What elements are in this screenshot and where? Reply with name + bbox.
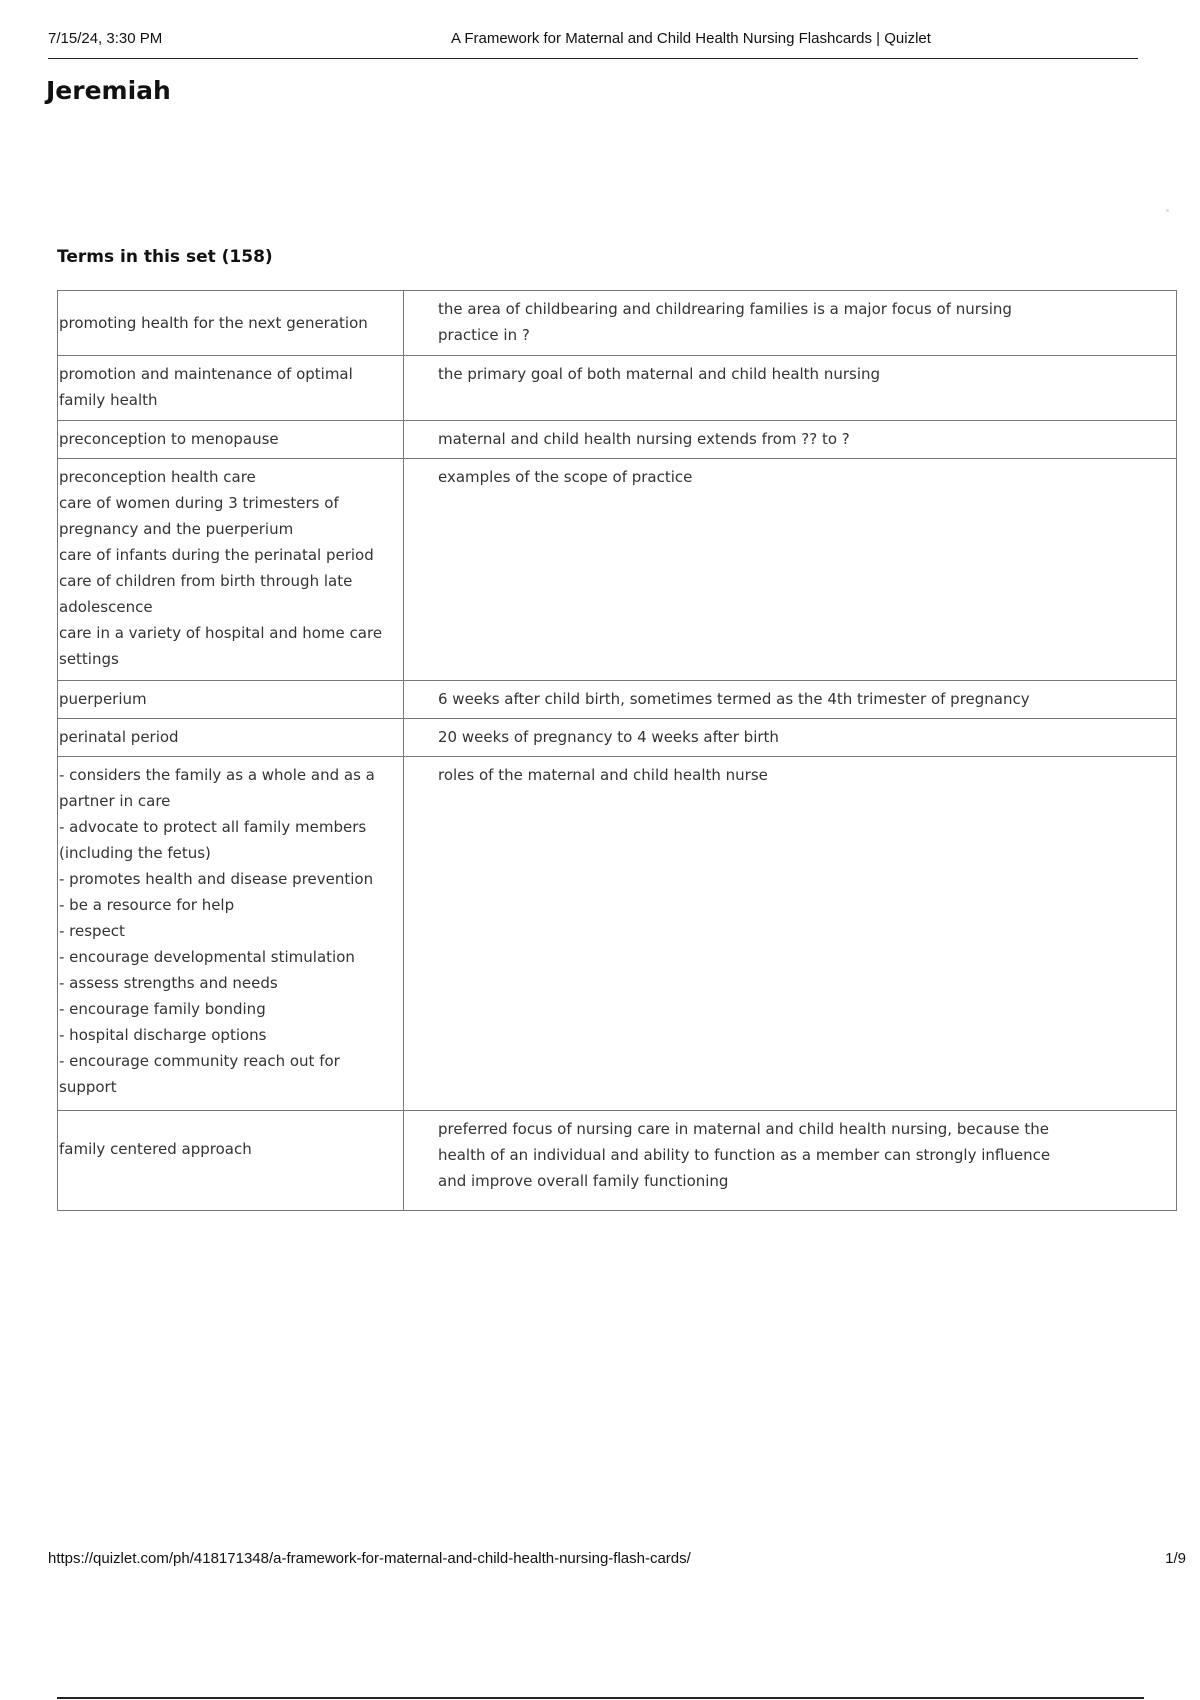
term-line: - encourage family bonding [59, 1000, 266, 1018]
term-cell: preconception to menopause [58, 421, 404, 459]
term-row [58, 291, 1177, 356]
term-row [58, 681, 1177, 719]
term-line: preconception health care [59, 468, 256, 486]
term-cell: perinatal period [58, 719, 404, 757]
term-row [58, 719, 1177, 757]
term-line: care of women during 3 trimesters of pregnancy and the puerperium [59, 494, 339, 538]
term-line: - considers the family as a whole and as a partner in care [59, 766, 375, 810]
term-line: - be a resource for help [59, 896, 235, 914]
page-number: 1/9 [1165, 1550, 1186, 1567]
term-cell: promoting health for the next generation [58, 291, 404, 356]
term-line: care of infants during the perinatal period [59, 546, 374, 564]
term-line: care in a variety of hospital and home care settings [59, 624, 383, 668]
term-line: - assess strengths and needs [59, 974, 278, 992]
terms-heading: Terms in this set (158) [57, 247, 273, 267]
term-line: - encourage community reach out for support [59, 1052, 340, 1096]
term-line: - advocate to protect all family members (including the fetus) [59, 818, 367, 862]
term-cell: puerperium [58, 681, 404, 719]
terms-table [57, 290, 1177, 1211]
term-cell [58, 459, 404, 681]
table-border-stub [57, 1178, 58, 1201]
definition-cell: examples of the scope of practice [404, 459, 1177, 681]
term-cell [58, 757, 404, 1111]
bottom-rule [57, 1697, 1144, 1699]
definition-cell: preferred focus of nursing care in maternal and child health nursing, because the health of an individual and ability to function as a member can strongly influence and improve overall family functioning [404, 1111, 1177, 1211]
term-line: - promotes health and disease prevention [59, 870, 374, 888]
definition-cell: maternal and child health nursing extends from ?? to ? [404, 421, 1177, 459]
decorative-dot [1166, 209, 1169, 212]
definition-cell: roles of the maternal and child health nurse [404, 757, 1177, 1111]
term-row [58, 421, 1177, 459]
definition-cell: 20 weeks of pregnancy to 4 weeks after birth [404, 719, 1177, 757]
term-line: - encourage developmental stimulation [59, 948, 355, 966]
print-header [48, 28, 1138, 59]
print-url[interactable]: https://quizlet.com/ph/418171348/a-framework-for-maternal-and-child-health-nursing-flash-cards/ [48, 1550, 691, 1567]
definition-cell: the primary goal of both maternal and child health nursing [404, 356, 1177, 421]
term-row [58, 1111, 1177, 1211]
term-row [58, 757, 1177, 1111]
definition-cell: 6 weeks after child birth, sometimes termed as the 4th trimester of pregnancy [404, 681, 1177, 719]
term-line: - hospital discharge options [59, 1026, 267, 1044]
term-line: care of children from birth through late adolescence [59, 572, 353, 616]
author-name[interactable]: Jeremiah [46, 76, 171, 105]
print-page-title: A Framework for Maternal and Child Health Nursing Flashcards | Quizlet [451, 30, 931, 47]
term-cell: family centered approach [58, 1111, 404, 1211]
term-row [58, 356, 1177, 421]
print-date: 7/15/24, 3:30 PM [48, 30, 163, 47]
definition-cell: the area of childbearing and childrearing families is a major focus of nursing practice in ? [404, 291, 1177, 356]
term-line: - respect [59, 922, 125, 940]
terms-table-container [57, 290, 1177, 1190]
term-row [58, 459, 1177, 681]
term-cell: promotion and maintenance of optimal family health [58, 356, 404, 421]
